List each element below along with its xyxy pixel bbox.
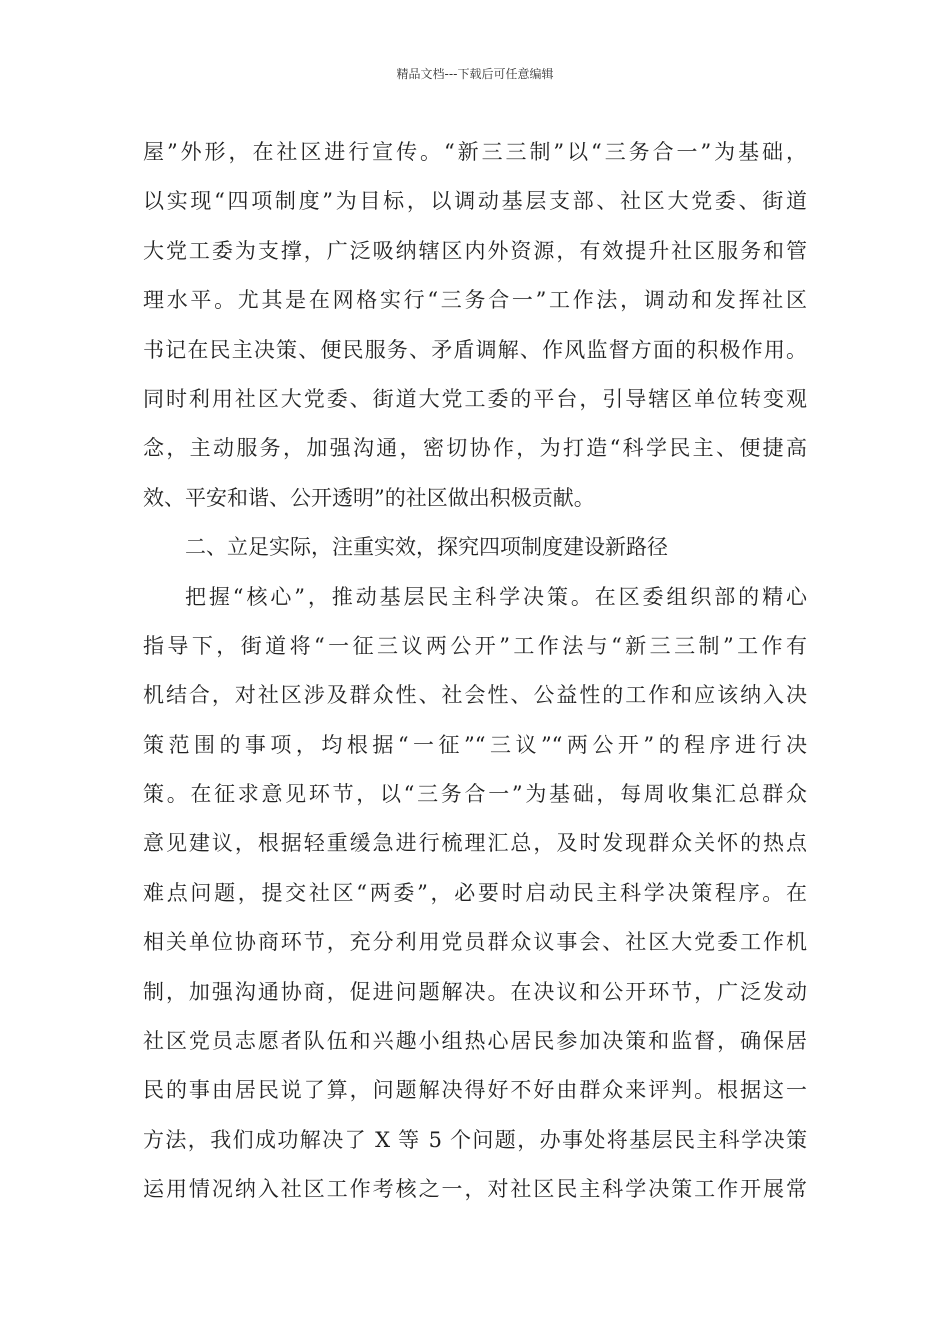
text-line: 制，加强沟通协商，促进问题解决。在决议和公开环节，广泛发动 [143, 979, 807, 1004]
text-line: 方法，我们成功解决了 X 等 5 个问题，办事处将基层民主科学决策 [143, 1127, 807, 1152]
text-line: 效、平安和谐、公开透明”的社区做出积极贡献。 [143, 485, 595, 510]
text-line: 难点问题，提交社区“两委”，必要时启动民主科学决策程序。在 [143, 880, 807, 905]
text-line: 二、立足实际，注重实效，探究四项制度建设新路径 [185, 535, 668, 560]
text-line: 同时利用社区大党委、街道大党工委的平台，引导辖区单位转变观 [143, 386, 807, 411]
text-line: 社区党员志愿者队伍和兴趣小组热心居民参加决策和监督，确保居 [143, 1029, 807, 1054]
text-line: 以实现“四项制度”为目标，以调动基层支部、社区大党委、街道 [143, 189, 807, 214]
text-line: 屋”外形，在社区进行宣传。“新三三制”以“三务合一”为基础， [143, 140, 807, 164]
text-line: 把握“核心”，推动基层民主科学决策。在区委组织部的精心 [185, 584, 807, 609]
text-line: 意见建议，根据轻重缓急进行梳理汇总，及时发现群众关怀的热点 [143, 831, 807, 856]
body-text [143, 128, 807, 1215]
text-line: 策范围的事项，均根据“一征”“三议”“两公开”的程序进行决 [143, 732, 807, 757]
text-line: 运用情况纳入社区工作考核之一，对社区民主科学决策工作开展常 [143, 1177, 807, 1202]
text-line: 念，主动服务，加强沟通，密切协作，为打造“科学民主、便捷高 [143, 436, 807, 461]
text-line: 机结合，对社区涉及群众性、社会性、公益性的工作和应该纳入决 [143, 683, 807, 708]
text-line: 相关单位协商环节，充分利用党员群众议事会、社区大党委工作机 [143, 930, 807, 955]
text-line: 书记在民主决策、便民服务、矛盾调解、作风监督方面的积极作用。 [143, 337, 807, 362]
text-line: 民的事由居民说了算，问题解决得好不好由群众来评判。根据这一 [143, 1078, 807, 1103]
text-line: 策。在征求意见环节，以“三务合一”为基础，每周收集汇总群众 [143, 782, 807, 807]
page-header: 精品文档---下载后可任意编辑 [396, 67, 554, 81]
text-line: 指导下，街道将“一征三议两公开”工作法与“新三三制”工作有 [143, 633, 807, 658]
text-line: 理水平。尤其是在网格实行“三务合一”工作法，调动和发挥社区 [143, 288, 807, 313]
text-line: 大党工委为支撑，广泛吸纳辖区内外资源，有效提升社区服务和管 [143, 238, 807, 263]
